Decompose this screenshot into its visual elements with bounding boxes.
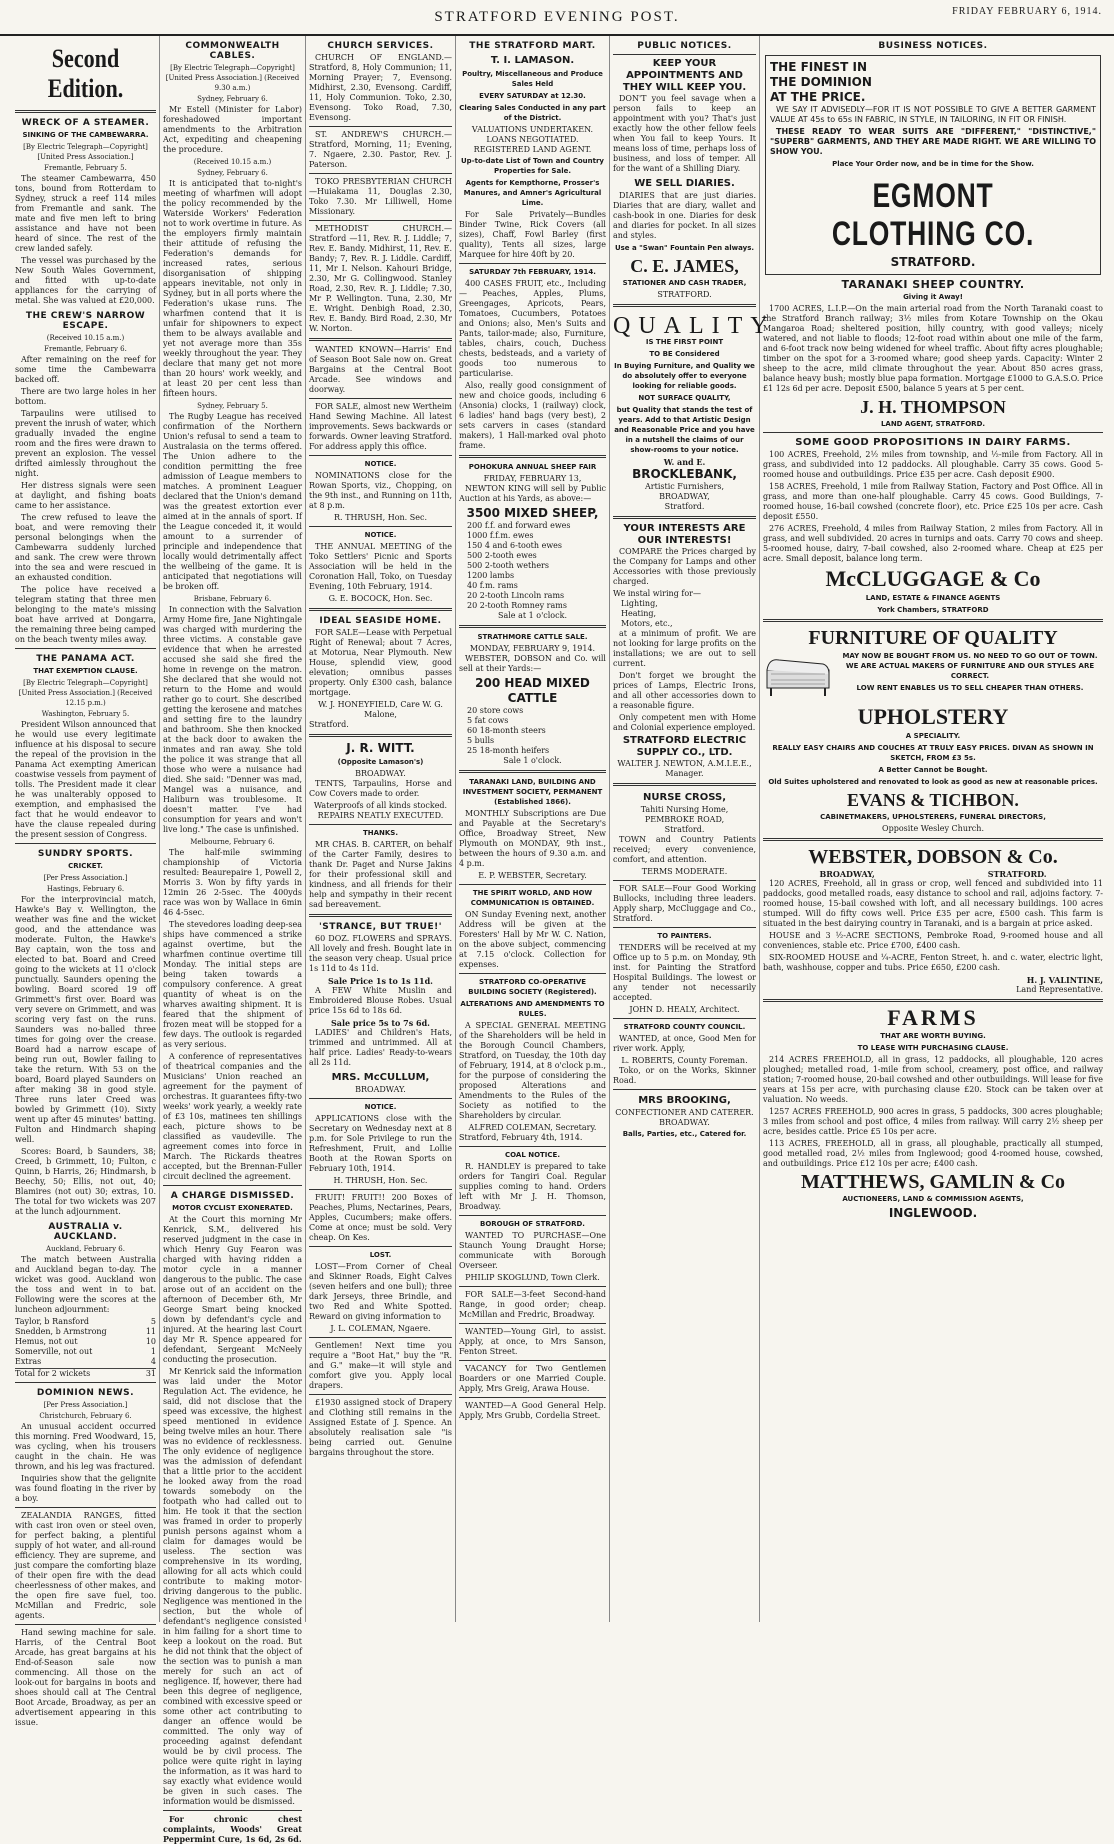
column-6: [760, 36, 1106, 1622]
notice-signature: PHILIP SKOGLUND, Town Clerk.: [465, 1273, 600, 1282]
list-item: 5 bulls: [467, 736, 495, 745]
narrow-headline: THE CREW'S NARROW ESCAPE.: [25, 311, 146, 331]
valintine-subtitle: Land Representative.: [1016, 985, 1103, 994]
notice-heading: NOTICE.: [364, 531, 397, 539]
score-batsman: Hemus, not out: [15, 1337, 78, 1346]
painters-heading: TO PAINTERS.: [657, 932, 712, 940]
classified-ad: FOR SALE—3-feet Second-hand Range, in good order; cheap. McMillan and Fredric, Broadway.: [459, 1290, 606, 1319]
score-row: [15, 1327, 156, 1337]
advert-text: WE SAY IT ADVISEDLY—FOR IT IS NOT POSSIBLE TO GIVE A BETTER GARMENT VALUE AT 45s to 65s IN FABRIC, IN STYLE, IN TAILORING, IN FIT OR FINISH.: [770, 105, 1096, 124]
score-runs: 5: [150, 1317, 156, 1326]
sheep-headline: TARANAKI SHEEP COUNTRY.: [841, 278, 1025, 291]
notice-text: NOMINATIONS close for the Rowan Sports, viz., Chopping, on the 9th inst., and Running on 11th, at 8 p.m.: [309, 471, 452, 510]
column-5: [610, 36, 776, 1622]
notice-text: TENDERS will be received at my Office up to 5 p.m. on Monday, 9th inst. for Painting the Stratford Hospital Buildings. The lowest or any tender not necessarily accepted.: [613, 943, 756, 1002]
article-paragraph: President Wilson announced that he would use every legitimate influence at his disposal to secure the repeal of the provision in the Panama Act exempting American coastwise vessels from payment of tolls. The President made it clear he was unalterably opposed to exemption, and emphasised the fact that he would endeavor to have the clause repealed during the present session of Congress.: [15, 720, 156, 839]
james-name: C. E. JAMES,: [630, 256, 739, 276]
article-paragraph: The match between Australia and Auckland began to-day. The wicket was good. Auckland won the toss and went in to bat. Following were the scores at the luncheon adjournment:: [15, 1255, 156, 1314]
advert-line: TO BE Considered: [649, 350, 720, 358]
classified-ad: WANTED—A Good General Help. Apply, Mrs Grubb, Cordelia Street.: [459, 1401, 606, 1420]
mccullum-name: MRS. McCULLUM,: [331, 1072, 430, 1083]
mart-subtitle: Poultry, Miscellaneous and Produce Sales Held: [462, 70, 603, 88]
nurse-town: Stratford.: [664, 825, 705, 834]
advert-line: IS THE FIRST POINT: [645, 338, 724, 346]
cables-dateline: Brisbane, February 6.: [193, 595, 272, 603]
narrow-dateline: Fremantle, February 6.: [44, 345, 127, 353]
sale-price: Sale price 5s to 7s 6d.: [331, 1018, 430, 1028]
sale-price: Sale Price 1s to 1s 11d.: [328, 976, 433, 986]
sale-text: Also, really good consignment of new and choice goods, including 6 (Ansonia) clocks, 1 (railway) clock, 6 ladies' hand bags (very best), 2 sets carvers in cases (standard makers), 1 Hall-marked oval photo frame.: [459, 381, 606, 450]
notice-signature: L. ROBERTS, County Foreman.: [621, 1056, 748, 1065]
score-batsman: Extras: [15, 1357, 42, 1366]
wreck-dateline: Fremantle, February 5.: [44, 164, 127, 172]
farms-subhead: THAT ARE WORTH BUYING.: [880, 1032, 986, 1040]
article-paragraph: Mr Estell (Minister for Labor) foreshadowed important amendments to the Arbitration Act, expediting and cheapening the procedure.: [163, 105, 302, 154]
cables-received: (Received 10.15 a.m.): [193, 158, 272, 166]
matthews-place: INGLEWOOD.: [888, 1206, 978, 1220]
brooking-name: MRS BROOKING,: [638, 1095, 731, 1106]
article-paragraph: The half-mile swimming championship of Victoria resulted: Beaurepaire 1, Powell 2, Morris 3. Won by fifty yards in 12min 26 2-5sec. The 400yds race was won by Wallace in 6min 46 4-5sec.: [163, 848, 302, 917]
article-paragraph: The vessel was purchased by the New South Wales Government, and fitted with up-to-date appliances for the carrying of metal. She was valued at £20,000.: [15, 256, 156, 305]
charge-subhead: MOTOR CYCLIST EXONERATED.: [172, 1204, 293, 1212]
quality-banner: QUALITY: [613, 313, 776, 339]
sale-text: LADIES' and Children's Hats, trimmed and untrimmed. All at half price. Ladies' Ready-to-wears all 2s 11d.: [309, 1028, 452, 1067]
cricket-dateline: Hastings, February 6.: [46, 885, 125, 893]
borough-heading: BOROUGH OF STRATFORD.: [480, 1220, 585, 1228]
church-notice: METHODIST CHURCH.—Stratford —11, Rev. R. J. Liddle; 7, Rev. E. Bandy. Midhirst, 11, Rev. E. Bandy; 7, Rev. R. J. Liddle. Cardiff, 11, Mr I. Nelson. Kahouri Bridge, 2.30, Mr G. Collingwood. Stanley Road, 2.30, Rev. R. J. Liddle; 7.30, Mr P. Wellington. Tuna, 2.30, Mr E. Wright. Denbigh Road, 2.30, Rev. E. Bandy. Bird Road, 2.30, Mr W. Norton.: [309, 224, 452, 333]
advert-text: COMPARE the Prices charged by the Company for Lamps and other Accessories with those previously charged.: [613, 547, 756, 586]
mart-day: EVERY SATURDAY at 12.30.: [479, 92, 586, 100]
church-notice: CHURCH OF ENGLAND.—Stratford, 8, Holy Communion; 11, Morning Prayer; 7, Evensong. Midhirst, 2.30, Evensong. Cardiff, 11, Holy Communion. Toko, 2.30, Evensong. Toko Road, 7.30, Evensong.: [309, 53, 452, 122]
classified-ad: REPAIRS NEATLY EXECUTED.: [317, 811, 444, 820]
classified-ad: Gentlemen! Next time you require a "Boot Hat," buy the "R. and G." make—it will style and comfort give you. Apply local drapers.: [309, 1341, 452, 1390]
list-item: 500 2-tooth wethers: [467, 561, 549, 570]
mart-line: REGISTERED LAND AGENT.: [473, 145, 592, 154]
property-listing: 120 ACRES, Freehold, all in grass or crop, well fenced and subdivided into 11 paddocks, good metalled roads, easy distance to school and rail, adjoins factory. 7-roomed house, 15-bail cowshed with loft, and all necessary buildings. 100 acres stumped. Will do fifty cows well. Price £35 per acre, £500 cash. This farm is situated in the best dairying country in Taranaki, and is a bargain at price asked.: [763, 879, 1103, 928]
property-listing: 113 ACRES, FREEHOLD, all in grass, all ploughable, practically all stumped, good metalled road, 2½ miles from Inglewood; good 4-roomed house, cowshed, and outbuildings. Price £12 10s per acre; £400 cash.: [763, 1139, 1103, 1168]
list-item: 60 18-month steers: [467, 726, 546, 735]
article-paragraph: Tarpaulins were utilised to prevent the inrush of water, which gradually invaded the engine room and the fires were drawn to prevent an explosion. The vessel drifted aimlessly throughout the night.: [15, 409, 156, 478]
score-table: [15, 1317, 156, 1367]
property-listing: 276 ACRES, Freehold, 4 miles from Railway Station, 2 miles from Factory. All in grass, and well subdivided. 20 acres in turnips and oats. Carry 70 cows and sheep. 5-roomed house, dairy, 7-bail cowshed, also 2-roomed whare. Cheap at £25 per acre. Small deposit, balance long term.: [763, 524, 1103, 563]
mart-headline: THE STRATFORD MART.: [469, 41, 596, 51]
cattle-lot: 200 HEAD MIXED CATTLE: [475, 676, 590, 705]
sale-date: SATURDAY 7th FEBRUARY, 1914.: [469, 268, 596, 276]
article-paragraph: There are two large holes in her bottom.: [15, 387, 156, 406]
cables-dateline: Melbourne, February 6.: [190, 838, 275, 846]
article-paragraph: After remaining on the reef for some time the Cambewarra backed off.: [15, 355, 156, 384]
classified-ad: LOST—From Corner of Cheal and Skinner Roads, Eight Calves (seven heifers and one bull); three dark Jerseys, three Brindle, and two Red and White Spotted. Reward on giving information to: [309, 1262, 452, 1321]
property-listing: 100 ACRES, Freehold, 2½ miles from township, and ½-mile from Factory. All in grass, and subdivided into 12 paddocks. All ploughable. Carry 35 cows. Good 5-roomed house and outbuildings. Price £35 per acre. Cash deposit £900.: [763, 450, 1103, 479]
furniture-headline: FURNITURE OF QUALITY: [808, 627, 1058, 649]
column-4: [456, 36, 610, 1622]
advert-line: but Quality that stands the test of years. Add to that Artistic Design and Reasonable Price and you have in a nutshell the claims of our show-rooms to your notice.: [614, 406, 755, 454]
evans-subtitle: CABINETMAKERS, UPHOLSTERERS, FUNERAL DIRECTORS,: [820, 813, 1046, 821]
upholstery-subhead: A SPECIALITY.: [905, 732, 961, 740]
nurse-place: PEMBROKE ROAD,: [644, 815, 725, 824]
property-listing: HOUSE and 3 ½-ACRE SECTIONS, Pembroke Road, 9-roomed house and all conveniences, stable etc. Price £700, £400 cash.: [763, 931, 1103, 950]
finest-line: THE DOMINION: [770, 75, 872, 89]
notice-text: ON Sunday Evening next, another Address will be given at the Foresters' Hall by Mr W. C. Nation, on the above subject, commencing at 7.15 o'clock. Collection for expenses.: [459, 910, 606, 969]
coop-headline: STRATFORD CO-OPERATIVE BUILDING SOCIETY (Registered).: [468, 978, 597, 996]
spirit-headline: THE SPIRIT WORLD, AND HOW COMMUNICATION IS OBTAINED.: [470, 889, 595, 907]
notice-signature: G. E. BOCOCK, Hon. Sec.: [328, 594, 433, 603]
furniture-line: LOW RENT ENABLES US TO SELL CHEAPER THAN OTHERS.: [856, 684, 1084, 692]
thanks-heading: THANKS.: [362, 829, 399, 837]
keep-headline: KEEP YOUR APPOINTMENTS AND THEY WILL KEEP YOU.: [622, 58, 747, 93]
evans-name: EVANS & TICHBON.: [847, 790, 1019, 810]
classified-ad: £1930 assigned stock of Drapery and Clothing still remains in the Assigned Estate of J. Spence. An absolutely realisation sale "is being carried out. Genuine bargains throughout the store.: [309, 1398, 452, 1457]
pohokura-lot: 3500 MIXED SHEEP,: [466, 506, 599, 520]
charge-headline: A CHARGE DISMISSED.: [170, 1191, 295, 1201]
score-total-value: 31: [145, 1369, 156, 1378]
score-batsman: Snedden, b Armstrong: [15, 1327, 107, 1336]
list-item: Motors, etc.,: [621, 619, 673, 628]
advert-text: DIARIES that are just diaries. Diaries that are diary, wallet and cash-book in one. Diaries for desk and diaries for pocket. In all sizes and styles.: [613, 191, 756, 240]
notice-text: APPLICATIONS close with the Secretary on Wednesday next at 8 p.m. for Sole Privilege to run the Refreshment, Fruit, and Lollie Booth at the Rowan Sports on February 10th, 1914.: [309, 1114, 452, 1173]
upholstery-line: A Better Cannot be Bought.: [878, 766, 988, 774]
peppermint-advert: For chronic chest complaints, Woods' Great Peppermint Cure, 1s 6d, 2s 6d.: [163, 1814, 302, 1844]
upholstery-line: REALLY EASY CHAIRS AND COUCHES AT TRULY EASY PRICES. DIVAN AS SHOWN IN SKETCH, FROM £3 5s.: [772, 744, 1094, 762]
masthead-title: STRATFORD EVENING POST.: [434, 9, 680, 25]
article-paragraph: At the Court this morning Mr Kenrick, S.M., delivered his reserved judgment in the case in which Henry Guy Fearon was charged with having ridden a motor cycle in a manner dangerous to the public. The case arose out of an accident on the afternoon of December 6th, Mr George Smart being knocked down by defendant's cycle and injured. At the hearing last Court day Mr R. Spence appeared for defendant, Sergeant McNeely conducting the prosecution.: [163, 1215, 302, 1364]
coop-subhead: ALTERATIONS AND AMENDMENTS TO RULES.: [460, 1000, 605, 1018]
classified-ad: Waterproofs of all kinds stocked.: [313, 801, 448, 810]
notice-signature: E. P. WEBSTER, Secretary.: [478, 871, 587, 880]
sale-text: 60 DOZ. FLOWERS and SPRAYS. All lovely and fresh. Bought late in the season very cheap. Usual price 1s 11d to 4s 11d.: [309, 934, 452, 973]
cricket-subhead: CRICKET.: [68, 862, 103, 870]
boot-sale-notice: Hand sewing machine for sale. Harris, of the Central Boot Arcade, has great bargains at his End-of-Season sale now commencing. All those on the look-out for bargains in boots and shoes should call at The Central Boot Arcade, Broadway, as per an advertisement appearing in this issue.: [15, 1628, 156, 1727]
sheep-subhead: Giving it Away!: [903, 293, 963, 301]
advert-text: THESE READY TO WEAR SUITS ARE "DIFFERENT," "DISTINCTIVE," "SUPERB" GARMENTS, AND THEY ARE MADE RIGHT. WE ARE WILLING TO SHOW YOU.: [770, 127, 1096, 156]
cables-source: [By Electric Telegraph—Copyright] [United Press Association.] (Received 9.30 a.m.): [165, 64, 300, 92]
article-paragraph: Scores: Board, b Saunders, 38; Creed, b Grimmett, 10; Fulton, c Quinn, b Harris, 26; Hindmarsh, b Beechy, 50; Ellis, not out, 40; Blamires (not out) 30; extras, 10. The total for two wickets was 207 at the lunch adjournment.: [15, 1147, 156, 1216]
panama-headline: THE PANAMA ACT.: [36, 654, 135, 664]
list-item: Lighting,: [621, 599, 658, 608]
article-paragraph: The Rugby League has received confirmation of the Northern Union's refusal to send a team to Australasia on the terms offered. The Union adhere to the condition permitting the free admission of League members to matches. A prominent Leaguer declared that the Union's demand was the greatest extortion ever aimed at in the annals of sport. If the League conceded it, it would amount to a surrender of principle and independence that locally would detrimentally affect the wellbeing of the game. It is anticipated that negotiations will be broken off.: [163, 412, 302, 591]
service-list: [613, 599, 756, 629]
mart-line: Clearing Sales Conducted in any part of the District.: [459, 104, 606, 122]
lost-heading: LOST.: [369, 1251, 392, 1259]
column-3: [306, 36, 456, 1622]
business-notices-headline: BUSINESS NOTICES.: [878, 41, 988, 51]
advert-text: Don't forget we brought the prices of Lamps, Electric Irons, and all other accessories down to a reasonable figure.: [613, 671, 756, 710]
brock-name: BROCKLEBANK,: [632, 467, 737, 481]
sale-text: A FEW White Muslin and Embroidered Blouse Robes. Usual price 15s 6d to 18s 6d.: [309, 986, 452, 1015]
dominion-dateline: Christchurch, February 6.: [39, 1412, 132, 1420]
article-paragraph: Her distress signals were seen at daylight, and fishing boats came to her assistance.: [15, 481, 156, 510]
score-runs: 1: [150, 1347, 156, 1356]
notice-signature: ALFRED COLEMAN, Secretary.: [468, 1123, 597, 1132]
article-paragraph: A conference of representatives of theatrical companies and the Musicians' Union reached an agreement for the payment of orchestras. It guarantees fifty-two weeks' work yearly, a weekly rate of £3 10s, matinees ten shillings each, picture shows to be classified as vaudeville. The agreement comes into force in March. The Rickards theatres accepted, but the Brennan-Fuller circuit declined the agreement.: [163, 1052, 302, 1181]
property-listing: 1257 ACRES FREEHOLD, 900 acres in grass, 5 paddocks, 300 acres ploughable; 3 miles from school and post office, 4 miles from railway. Will carry 2½ sheep per acre, besides cattle. Price £5 10s per acre.: [763, 1107, 1103, 1136]
wreck-headline: WRECK OF A STEAMER.: [21, 118, 150, 128]
score-row: [15, 1347, 156, 1357]
notice-signature: H. THRUSH, Hon. Sec.: [333, 1176, 428, 1185]
public-notices-headline: PUBLIC NOTICES.: [637, 41, 732, 51]
notice-signature: W. J. HONEYFIELD, Care W. G. Malone,: [318, 700, 443, 719]
upholstery-line: Old Suites upholstered and renovated to look as good as new at reasonable prices.: [768, 778, 1098, 786]
coal-heading: COAL NOTICE.: [505, 1151, 560, 1159]
farms-headline: FARMS: [887, 1005, 979, 1030]
matthews-name: MATTHEWS, GAMLIN & Co: [800, 1171, 1066, 1193]
aus-headline: AUSTRALIA v. AUCKLAND.: [48, 1222, 123, 1242]
classified-ad: TENTS, Tarpaulins, Horse and Cow Covers made to order.: [309, 779, 452, 798]
panama-dateline: Washington, February 5.: [41, 710, 130, 718]
score-row: [15, 1317, 156, 1327]
sale-text: WEBSTER, DOBSON and Co. will sell at their Yards:—: [459, 654, 606, 673]
masthead: [0, 0, 1114, 36]
mart-line: Agents for Kempthorne, Prosser's Manures, and Amner's Agricultural Lime.: [463, 179, 602, 207]
aus-dateline: Auckland, February 6.: [46, 1245, 125, 1253]
matthews-subtitle: AUCTIONEERS, LAND & COMMISSION AGENTS,: [842, 1195, 1024, 1203]
webster-address: [763, 869, 1103, 879]
list-item: 20 2-tooth Romney rams: [467, 601, 567, 610]
article-paragraph: Inquiries show that the gelignite was found floating in the river by a boy.: [15, 1474, 156, 1503]
classified-ad: FOR SALE, almost new Wertheim Hand Sewing Machine. All latest improvements. Sews backwards or forwards. Owner leaving Stratford. For address apply this office.: [309, 402, 452, 451]
advert-line: In Buying Furniture, and Quality we do absolutely offer to everyone looking for reliable goods.: [614, 362, 755, 390]
notice-signature: J. L. COLEMAN, Ngaere.: [330, 1324, 431, 1333]
list-item: 500 2-tooth ewes: [467, 551, 537, 560]
property-listing: 158 ACRES, Freehold, 1 mile from Railway Station, Factory and Post Office. All in grass, and more than one-half ploughable. Carry 45 cows. Good Buildings, 7-roomed house, 16-bail cowshed (concrete floor), etc. Price £25 10s per acre. Cash deposit £550.: [763, 482, 1103, 521]
witt-subtitle: (Opposite Lamason's): [337, 758, 424, 766]
list-item: 20 store cows: [467, 706, 524, 715]
article-paragraph: The crew refused to leave the boat, and were removing their personal belongings when the Cambewarra suddenly lurched and sank. The crew were thrown into the sea and were rescued in an exhausted condition.: [15, 513, 156, 582]
church-headline: CHURCH SERVICES.: [327, 41, 434, 51]
divan-sketch-icon: [763, 652, 833, 702]
valintine-name: H. J. VALINTINE,: [1026, 975, 1103, 985]
pohokura-headline: POHOKURA ANNUAL SHEEP FAIR: [468, 463, 597, 471]
notice-text: MONTHLY Subscriptions are Due and Payable at the Secretary's Office, Broadway Street, New Plymouth on MONDAY, 9th inst., between the hours of 9.30 a.m. and 4 p.m.: [459, 809, 606, 868]
stock-list: [459, 521, 606, 611]
thompson-name: J. H. THOMPSON: [860, 397, 1006, 417]
brooking-line: Balls, Parties, etc., Catered for.: [622, 1130, 747, 1138]
notice-text: A SPECIAL GENERAL MEETING of the Shareholders will be held in the Borough Council Chambers, Stratford, on Tuesday, the 10th day of February, 1914, at 8 o'clock p.m., for the purpose of considering the proposed Alterations and Amendments to the Rules of the Society as notified to the Shareholders by circular.: [459, 1021, 606, 1120]
pohokura-date: FRIDAY, FEBRUARY 13,: [483, 474, 582, 483]
column-2: [160, 36, 306, 1844]
church-notice: TOKO PRESBYTERIAN CHURCH—Huiakama 11, Douglas 2.30, Toko 7.30. Mr Lilliwell, Home Missionary.: [309, 177, 452, 216]
notice-text: R. HANDLEY is prepared to take orders for Tangiri Coal. Regular supplies coming to hand. Orders left with Mr J. H. Thomson, Broadway.: [459, 1162, 606, 1211]
score-row: [15, 1337, 156, 1347]
stock-list: [459, 706, 606, 756]
electric-company-name: STRATFORD ELECTRIC SUPPLY CO., LTD.: [622, 735, 747, 758]
score-row: [15, 1357, 156, 1367]
list-item: 1000 f.f.m. ewes: [467, 531, 534, 540]
thompson-subtitle: LAND AGENT, STRATFORD.: [880, 420, 986, 428]
score-batsman: Somerville, not out: [15, 1347, 93, 1356]
cattle-headline: STRATHMORE CATTLE SALE.: [477, 633, 588, 641]
advert-line: Place Your Order now, and be in time for the Show.: [832, 160, 1034, 168]
list-item: 25 18-month heifers: [467, 746, 550, 755]
mart-name: T. I. LAMASON.: [490, 55, 575, 66]
cables-dateline: Sydney, February 6.: [197, 95, 268, 103]
notice-heading: NOTICE.: [364, 460, 397, 468]
sport-headline: SUNDRY SPORTS.: [37, 849, 134, 859]
advert-line: We instal wiring for—: [613, 589, 701, 598]
article-paragraph: Mr Kenrick said the information was laid under the Motor Regulation Act. The evidence, he said, did not disclose that the speed was excessive, the highest speed mentioned in evidence being twelve miles an hour. There was no evidence of recklessness. The only evidence of negligence was the admission of defendant that a little prior to the accident he looked away from the road towards somebody on the footpath who had called out to him. He took it that the section was framed in order to properly punish persons against whom a claim for damages would be useless. The section was comprehensive in its wording, allowing for all acts which could contribute to making motor-driving dangerous to the public. Negligence was mentioned in the section, but the whole of defendant's negligence consisted in him failing for a short time to keep a lookout on the road. But he did not think that the object of the section was to punish a man merely for such an act of negligence. If, however, there had been this degree of negligence, combined with excessive speed or some other act contributing to danger an offence would be committed. The only way of proceeding against defendant would be by civil process. The police were quite right in laying the information, as it was hard to say exactly what evidence would be given in such cases. The information would be dismissed.: [163, 1367, 302, 1806]
column-1: [12, 36, 160, 1727]
cables-dateline: Sydney, February 6.: [197, 169, 268, 177]
strange-headline: 'STRANCE, BUT TRUE!': [319, 922, 442, 932]
list-item: 200 f.f. and forward ewes: [467, 521, 571, 530]
mccluggage-name: McCLUGGAGE & Co: [825, 566, 1041, 591]
brock-name: W. and E.: [663, 457, 706, 467]
cables-headline: COMMONWEALTH CABLES.: [185, 41, 280, 61]
article-paragraph: For the interprovincial match, Hawke's Bay v. Wellington, the weather was fine and the wicket good, and the attendance was moderate. Fulton, the Hawke's Bay captain, won the toss and elected to bat. Board and Creed going to the wickets at 11 o'clock punctually. Saunders opening the bowling. Board scored 19 off Grimmett's first over. Board was very severe on Grimmett, and was scoring very fast on the runs. Saunders was no-balled three times for going over the crease. Board had a narrow escape of being run out, Bowler failing to take the return. With 53 on the board, Board played Saunders on after making 38 in good style. Three runs later Creed was bowled by Grimmett (10). Sixty went up after 45 minutes' batting. Fulton and Hindmarch shaping well.: [15, 895, 156, 1144]
score-runs: 10: [145, 1337, 156, 1346]
notice-text: FOR SALE—Lease with Perpetual Right of Renewal; about 7 Acres, at Motorua, Near Plymouth. New House, splendid view, good elevation; omnibus passes property. Only £300 cash, balance mortgage.: [309, 628, 452, 697]
panama-source: [By Electric Telegraph—Copyright] [United Press Association.] (Received 12.15 p.m.): [18, 679, 153, 707]
taranaki-headline: TARANAKI LAND, BUILDING AND INVESTMENT SOCIETY, PERMANENT (Established 1866).: [462, 778, 603, 806]
sale-time: Sale at 1 o'clock.: [498, 611, 567, 620]
list-item: 1200 lambs: [467, 571, 515, 580]
sale-text: NEWTON KING will sell by Public Auction at his Yards, as above:—: [459, 484, 606, 503]
brooking-subtitle: CONFECTIONER AND CATERER. BROADWAY.: [615, 1108, 754, 1127]
wreck-source: [By Electric Telegraph—Copyright] [United Press Association.]: [23, 143, 148, 161]
cricket-source: [Per Press Association.]: [43, 874, 128, 882]
advert-text: at a minimum of profit. We are not looking for large profits on the installations; we are out to sell current.: [613, 629, 756, 668]
webster-place: BROADWAY,: [819, 869, 875, 879]
upholstery-headline: UPHOLSTERY: [857, 704, 1009, 729]
score-total-row: [15, 1368, 156, 1379]
score-runs: 4: [150, 1357, 156, 1366]
property-listing: 1700 ACRES, L.I.P.—On the main arterial road from the North Taranaki coast to the Stratford Branch railway; 3½ miles from Kotare Township on the Okau Mangaroa Road; sheltered position, hilly country, with good valleys; nicely watered, and not liable to floods; 12-foot road within about one mile of the farm, and 6-foot track now being widened for wheel traffic. About fifty acres ploughable; timber on the spot for a 3-roomed whare; good sheep yards. Capacity: Winter 2 sheep to the acre, mild climate throughout the year. About 850 acres grass, balance heavy bush; mostly blue papa formation. Mortgage £1000 to G.A.S.O. Price £1 12s 6d per acre. Deposit £500, balance 5 years at 5 per cent.: [763, 304, 1103, 393]
james-subtitle: STATIONER AND CASH TRADER,: [622, 279, 747, 287]
brock-place: BROADWAY,: [659, 492, 710, 501]
evans-place: Opposite Wesley Church.: [882, 824, 984, 833]
article-paragraph: An unusual accident occurred this morning. Fred Woodward, 15, was cycling, when his trousers caught in the chain. He was thrown, and his leg was fractured.: [15, 1422, 156, 1471]
sale-time: Sale 1 o'clock.: [503, 756, 562, 765]
score-batsman: Taylor, b Ransford: [15, 1317, 90, 1326]
witt-place: BROADWAY.: [355, 769, 406, 778]
article-paragraph: The stevedores loading deep-sea ships have commenced a strike against overtime, but the wharfmen continue overtime till Monday. The initial steps are being taken towards a compulsory conference. A great quantity of wheat is on the wharves awaiting shipment. It is feared that the shipment of frozen meat will be stopped for a few days. The outlook is regarded as very serious.: [163, 920, 302, 1049]
egmont-name: EGMONT CLOTHING CO.: [831, 177, 1035, 253]
webster-town: STRATFORD.: [987, 869, 1047, 879]
article-paragraph: The steamer Cambewarra, 450 tons, bound from Rotterdam to Sydney, struck a reef 114 miles from Fremantle and sank. The mate and five men left to bring assistance and have not been heard of since. The rest of the crew landed safely.: [15, 174, 156, 253]
wreck-subhead: SINKING OF THE CAMBEWARRA.: [22, 131, 149, 139]
church-notice: ST. ANDREW'S CHURCH.—Stratford, Morning, 11; Evening, 7. Ngaere, 2.30. Pastor, Rev. J. Paterson.: [309, 130, 452, 169]
mccluggage-place: York Chambers, STRATFORD: [877, 606, 989, 614]
classified-ad: FRUIT! FRUIT!! 200 Boxes of Peaches, Plums, Nectarines, Pears, Apples, Cucumbers; make offers. Come at once; must be sold. Very cheap. On Kes.: [309, 1193, 452, 1242]
finest-line: AT THE PRICE.: [770, 90, 866, 104]
list-item: 40 f.m. rams: [467, 581, 518, 590]
list-item: Heating,: [621, 609, 657, 618]
notice-text: WANTED, at once, Good Men for river work. Apply,: [613, 1034, 756, 1053]
nurse-terms: TERMS MODERATE.: [641, 867, 728, 876]
article-paragraph: It is anticipated that to-night's meeting of wharfmen will adopt the policy recommended by the Waterside Workers' Federation not to work overtime in future. As the employers firmly maintain their attitude of refusing the Federation's demands for increased rates, serious disorganisation of shipping appears inevitable, not only in Sydney, but in all ports where the Federation's ukase runs. The wharfmen contend that it is unfair for shipowners to expect them to be always available and yet not average more than 35s weekly throughout the year. They declare that many get not more than 20 hours' work weekly, and at least 20 per cent less than fifteen hours.: [163, 179, 302, 398]
cattle-date: MONDAY, FEBRUARY 9, 1914.: [469, 644, 596, 653]
ranges-advert: ZEALANDIA RANGES, fitted with cast iron oven or steel oven, for perfect baking, a plentiful supply of hot water, and all-round efficiency. They are supreme, and just compare the comforting blaze of their open fire with the dead cheerlessness of other makes, and the open fire save fuel, too. McMillan and Fredric, sole agents.: [15, 1511, 156, 1620]
article-paragraph: The police have received a telegram stating that three men belonging to the mate's missing boat have arrived at Dongarra, the remaining three being camped on the beach twenty miles away.: [15, 585, 156, 644]
mart-line: VALUATIONS UNDERTAKEN.: [471, 125, 594, 134]
brock-subtitle: Artistic Furnishers,: [645, 482, 724, 491]
article-paragraph: In connection with the Salvation Army Home fire, Jane Nightingale was charged with murdering the three victims. A constable gave evidence that when he arrested accused she said she fired the home in revenge on the matron. She declared that she would not return to the Home and would rather go to court. She described getting the kerosene and matches and setting fire to the laundry and bathroom. She then knocked at the back door to awaken the inmates and ran away. She told the police it was strange that all those who were a nuisance had died. She said: "Denner was mad, Mangel was a nuisance, and Haliburn was troublesome. It doesn't matter. I've had consumption for years and won't live long." The case is unfinished.: [163, 605, 302, 834]
james-place: STRATFORD.: [657, 290, 712, 299]
panama-subhead: THAT EXEMPTION CLAUSE.: [33, 667, 138, 675]
farms-subhead: TO LEASE WITH PURCHASING CLAUSE.: [857, 1044, 1009, 1052]
list-item: 150 4 and 6-tooth ewes: [467, 541, 563, 550]
edition-banner: Second Edition.: [47, 44, 124, 103]
advert-text: DON'T you feel savage when a person fails to keep an appointment with you? That's just exactly how the other fellow feels when You fail to keep Yours. It means loss of time, perhaps loss of business, and loss of temper. All for the want of a Shilling Diary.: [613, 94, 756, 173]
mart-line: Up-to-date List of Town and Country Properties for Sale.: [461, 157, 604, 175]
furniture-line: MAY NOW BE BOUGHT FROM US. NO NEED TO GO OUT OF TOWN. WE ARE ACTUAL MAKERS OF FURNITURE AND OUR STYLES ARE CORRECT.: [842, 652, 1098, 680]
brock-town: Stratford.: [664, 502, 705, 511]
county-heading: STRATFORD COUNTY COUNCIL.: [623, 1023, 746, 1031]
notice-date: Stratford, February 4th, 1914.: [459, 1133, 583, 1142]
list-item: 5 fat cows: [467, 716, 509, 725]
notice-signature: WALTER J. NEWTON, A.M.I.E.E., Manager.: [617, 759, 752, 778]
dominion-headline: DOMINION NEWS.: [36, 1388, 135, 1398]
advert-text: TOWN and Country Patients received; every convenience, comfort, and attention.: [613, 835, 756, 864]
finest-line: THE FINEST IN: [770, 60, 868, 74]
interests-headline: YOUR INTERESTS ARE OUR INTERESTS!: [623, 523, 746, 546]
sale-text: 400 CASES FRUIT, etc., Including— Peaches, Apples, Plums, Greengages, Apricots, Pears, Tomatoes, Cucumbers, Potatoes and Onions; also, Men's Suits and Pants, tailor-made; also, Furniture, tables, chairs, couch, Duchess chests, bedsteads, and a variety of goods too numerous to particularise.: [459, 279, 606, 378]
property-listing: 214 ACRES FREEHOLD, all in grass, 12 paddocks, all ploughable, 120 acres ploughed; metalled road, 1-mile from school, creamery, post office, and railway station; 7-roomed house, 20-bail cowshed and other outbuildings. Will lease for five years at 15s per acre, with purchasing clause £20. Stock can be taken over at valuation. No weeds.: [763, 1055, 1103, 1104]
mccluggage-subtitle: LAND, ESTATE & FINANCE AGENTS: [865, 594, 1001, 602]
classified-ad: WANTED KNOWN—Harris' End of Season Boot Sale now on. Great Bargains at the Central Boot Arcade. See windows and doorway.: [309, 345, 452, 394]
property-listing: SIX-ROOMED HOUSE and ¼-ACRE, Fenton Street, h. and c. water, electric light, bath, washhouse, copper and tubs. Price £650, £200 cash.: [763, 953, 1103, 972]
classified-ad: WANTED—Young Girl, to assist. Apply, at once, to Mrs Sanson, Fenton Street.: [459, 1327, 606, 1356]
advert-line: Use a "Swan" Fountain Pen always.: [614, 244, 755, 252]
diaries-headline: WE SELL DIARIES.: [634, 178, 735, 189]
nurse-subtitle: Tahiti Nursing Home,: [640, 805, 729, 814]
masthead-date: FRIDAY FEBRUARY 6, 1914.: [952, 6, 1102, 17]
notice-text: WANTED TO PURCHASE—One Staunch Young Draught Horse; communicate with Borough Overseer.: [459, 1231, 606, 1270]
egmont-advert: [765, 55, 1101, 275]
notice-text: Toko, or on the Works, Skinner Road.: [613, 1066, 756, 1085]
cables-dateline: Sydney, February 5.: [197, 402, 268, 410]
egmont-place: STRATFORD.: [890, 255, 976, 269]
witt-name: J. R. WITT.: [346, 741, 415, 755]
classified-ad: FOR SALE—Four Good Working Bullocks, including three leaders. Apply sharp, McCluggage and Co., Stratford.: [613, 884, 756, 923]
notice-heading: NOTICE.: [364, 1103, 397, 1111]
advert-line: NOT SURFACE QUALITY,: [638, 394, 731, 402]
score-runs: 11: [145, 1327, 156, 1336]
notice-signature: R. THRUSH, Hon. Sec.: [334, 513, 427, 522]
list-item: 20 2-tooth Lincoln rams: [467, 591, 565, 600]
score-total-label: Total for 2 wickets: [15, 1369, 91, 1378]
mart-line: LOANS NEGOTIATED.: [486, 135, 579, 144]
notice-text: MR CHAS. B. CARTER, on behalf of the Carter Family, desires to thank Dr. Paget and Nurse Jakins for their professional skill and kindness, and all friends for their help and sympathy in their recent sad bereavement.: [309, 840, 452, 909]
notice-place: Stratford.: [309, 720, 349, 729]
seaside-headline: IDEAL SEASIDE HOME.: [319, 616, 442, 626]
dominion-source: [Per Press Association.]: [43, 1401, 128, 1409]
advert-text: Only competent men with Home and Colonial experience employed.: [613, 713, 756, 732]
webster-name: WEBSTER, DOBSON & Co.: [808, 846, 1058, 868]
nurse-name: NURSE CROSS,: [643, 792, 726, 803]
classified-ad: VACANCY for Two Gentlemen Boarders or one Married Couple. Apply, Mrs Greig, Arawa House.: [459, 1364, 606, 1393]
dairy-headline: SOME GOOD PROPOSITIONS IN DAIRY FARMS.: [795, 437, 1071, 448]
narrow-received: (Received 10.15 a.m.): [46, 334, 125, 342]
mccullum-place: BROADWAY.: [355, 1085, 406, 1094]
mart-paragraph: For Sale Privately—Bundles Binder Twine, Rick Covers (all sizes), Chaff, Fowl Barley (first quality), Tents all sizes, large Marquee for hire 40ft by 20.: [459, 210, 606, 259]
notice-signature: JOHN D. HEALY, Architect.: [629, 1005, 740, 1014]
notice-text: THE ANNUAL MEETING of the Toko Settlers' Picnic and Sports Association will be held in the Coronation Hall, Toko, on Tuesday Evening, 10th February, 1914.: [309, 542, 452, 591]
